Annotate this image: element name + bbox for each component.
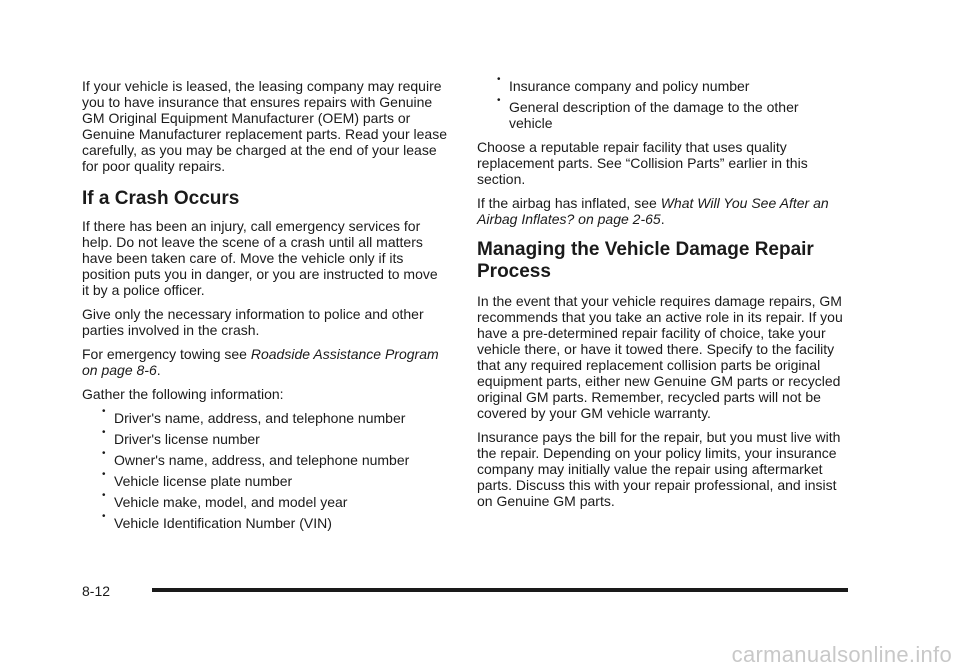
airbag-suffix: .	[660, 211, 665, 227]
list-item-text: General description of the damage to the other vehicle	[509, 99, 799, 131]
page-number: 8-12	[82, 583, 111, 599]
towing-reference-link[interactable]: Roadside Assistance Program on page 8‑6	[82, 346, 439, 378]
list-item	[82, 490, 448, 510]
information-paragraph: Give only the necessary information to police and other parties involved in the crash.	[82, 306, 424, 338]
right-column	[477, 74, 843, 517]
list-item	[82, 511, 448, 531]
list-item-text: Insurance company and policy number	[509, 78, 750, 94]
bullet-icon: •	[497, 95, 501, 106]
bullet-icon: •	[102, 469, 106, 480]
insurance-list	[477, 74, 843, 131]
list-item-text: Vehicle license plate number	[114, 473, 293, 489]
list-item	[82, 448, 448, 468]
list-item-text: Owner's name, address, and telephone number	[114, 452, 410, 468]
list-item	[82, 406, 448, 426]
bullet-icon: •	[102, 406, 106, 417]
section-heading-repair	[477, 239, 843, 283]
list-item-text: Vehicle Identification Number (VIN)	[114, 515, 332, 531]
bullet-icon: •	[102, 427, 106, 438]
airbag-prefix: If the airbag has inflated, see	[477, 195, 661, 211]
insurance-paragraph: Insurance pays the bill for the repair, but you must live with the repair. Depending on your policy limits, your insurance company may initially value the repair using aftermarket parts. Discuss this with your repair professional, and insist on Genuine GM parts.	[477, 429, 841, 509]
footer-divider	[152, 588, 848, 592]
list-item	[477, 95, 843, 131]
repair-paragraph: In the event that your vehicle requires damage repairs, GM recommends that you take an active role in its repair. If you have a pre-determined repair facility of choice, take your vehicle there, or have it towed there. Specify to the facility that any required replacement collision parts be original equipment parts, either new Genuine GM parts or recycled original GM parts. Remember, recycled parts will not be covered by your GM vehicle warranty.	[477, 293, 843, 421]
list-item	[82, 427, 448, 447]
bullet-icon: •	[102, 448, 106, 459]
section-heading-crash: If a Crash Occurs	[82, 188, 240, 209]
towing-paragraph	[82, 346, 448, 378]
injury-paragraph: If there has been an injury, call emergency services for help. Do not leave the scene of a crash until all matters have been taken care of. Move the vehicle only if its position puts you in danger, or you are instructed to move it by a police officer.	[82, 218, 438, 298]
towing-suffix: .	[156, 362, 161, 378]
heading-line: Managing the Vehicle Damage Repair	[477, 239, 814, 260]
bullet-icon: •	[102, 511, 106, 522]
list-item	[82, 469, 448, 489]
towing-prefix: For emergency towing see	[82, 346, 251, 362]
airbag-paragraph	[477, 195, 843, 227]
bullet-icon: •	[497, 74, 501, 85]
repair-facility-paragraph: Choose a reputable repair facility that uses quality replacement parts. See “Collision Parts” earlier in this section.	[477, 139, 808, 187]
watermark: carmanualsonline.info	[731, 642, 952, 667]
lease-paragraph: If your vehicle is leased, the leasing company may require you to have insurance that ensures repairs with Genuine GM Original Equipment Manufacturer (OEM) parts or Genuine Manufacturer replacement parts. Read your lease carefully, as you may be charged at the end of your lease for poor quality repairs.	[82, 78, 447, 174]
airbag-reference-link[interactable]: What Will You See After an Airbag Inflates? on page 2‑65	[477, 195, 829, 227]
left-column	[82, 78, 448, 536]
list-item-text: Vehicle make, model, and model year	[114, 494, 348, 510]
gather-paragraph: Gather the following information:	[82, 386, 284, 402]
list-item	[477, 74, 843, 94]
list-item-text: Driver's name, address, and telephone number	[114, 410, 406, 426]
heading-line: Process	[477, 261, 551, 282]
gather-list	[82, 406, 448, 531]
bullet-icon: •	[102, 490, 106, 501]
list-item-text: Driver's license number	[114, 431, 260, 447]
